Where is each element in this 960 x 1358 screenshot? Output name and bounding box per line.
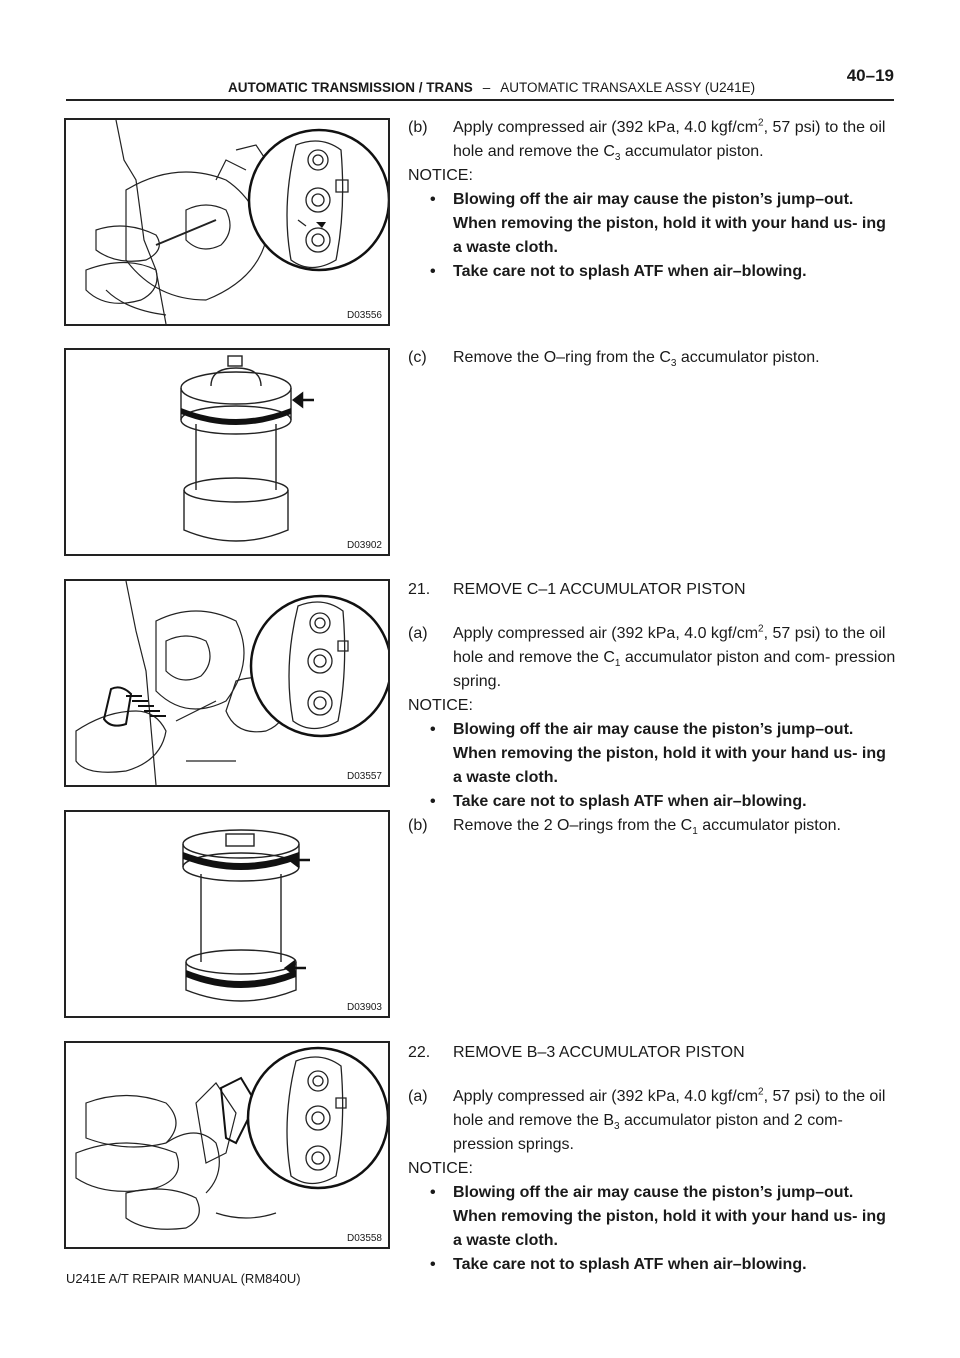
figure-c1-air-blow bbox=[64, 579, 390, 787]
header-separator: – bbox=[482, 80, 491, 95]
notice-bullet: • Take care not to splash ATF when air–blowing. bbox=[430, 263, 807, 280]
step-text: (b) Apply compressed air (392 kPa, 4.0 kgf/$cm^2$, 57 psi) to the oil hole and remove the $C_3$ accumulator piston. bbox=[408, 117, 886, 164]
page-header bbox=[0, 0, 960, 100]
section-number: 21. bbox=[408, 581, 431, 598]
step-a-b3-air bbox=[408, 1085, 896, 1277]
header-subsection: AUTOMATIC TRANSAXLE ASSY (U241E) bbox=[500, 80, 756, 95]
step-label: (b) bbox=[408, 119, 428, 136]
section-21 bbox=[408, 578, 896, 602]
c1-air-blow-illustration bbox=[66, 581, 388, 785]
c1-piston-illustration bbox=[66, 812, 388, 1016]
figure-c3-air-blow bbox=[64, 118, 390, 326]
notice-bullet: • Blowing off the air may cause the piston’s jump–out. When removing the piston, hold it with your hand us- ing a waste cloth. bbox=[430, 721, 886, 786]
notice-bullet: • Take care not to splash ATF when air–blowing. bbox=[430, 1256, 807, 1273]
step-text: (a) Apply compressed air (392 kPa, 4.0 kgf/$cm^2$, 57 psi) to the oil hole and remove the $C_1$ accumulator piston and com- pression spring. bbox=[408, 623, 896, 690]
figure-code: D03902 bbox=[346, 540, 382, 551]
c3-air-blow-illustration bbox=[66, 120, 388, 324]
figure-code: D03556 bbox=[346, 310, 382, 321]
step-b-c3-air bbox=[408, 116, 896, 284]
step-label: (c) bbox=[408, 349, 427, 366]
step-text: (c) Remove the O–ring from the $C_3$ accumulator piston. bbox=[408, 346, 896, 370]
step-a-c1-air bbox=[408, 622, 896, 838]
step-label: (a) bbox=[408, 1088, 428, 1105]
header-title bbox=[228, 80, 755, 95]
section-22 bbox=[408, 1041, 896, 1065]
c3-piston-illustration bbox=[66, 350, 388, 554]
figure-c1-piston-orings bbox=[64, 810, 390, 1018]
notice-bullet: • Blowing off the air may cause the piston’s jump–out. When removing the piston, hold it with your hand us- ing a waste cloth. bbox=[430, 1184, 886, 1249]
notice-bullet: • Blowing off the air may cause the piston’s jump–out. When removing the piston, hold it with your hand us- ing a waste cloth. bbox=[430, 191, 886, 256]
step-label: (a) bbox=[408, 625, 428, 642]
section-heading: 22. REMOVE B–3 ACCUMULATOR PISTON bbox=[408, 1041, 896, 1065]
notice-label: NOTICE: bbox=[408, 167, 473, 184]
figure-code: D03557 bbox=[346, 771, 382, 782]
figure-code: D03903 bbox=[346, 1002, 382, 1013]
figure-b3-air-blow bbox=[64, 1041, 390, 1249]
notice-label: NOTICE: bbox=[408, 1160, 473, 1177]
notice-label: NOTICE: bbox=[408, 697, 473, 714]
section-number: 22. bbox=[408, 1044, 431, 1061]
figure-code: D03558 bbox=[346, 1233, 382, 1244]
page-footer: U241E A/T REPAIR MANUAL (RM840U) bbox=[66, 1271, 301, 1286]
step-text: (a) Apply compressed air (392 kPa, 4.0 kgf/$cm^2$, 57 psi) to the oil hole and remove the $B_3$ accumulator piston and 2 com- pression springs. bbox=[408, 1086, 886, 1153]
notice-bullet: • Take care not to splash ATF when air–blowing. bbox=[430, 793, 807, 810]
step-label: (b) bbox=[408, 817, 428, 834]
step-c-remove-oring bbox=[408, 346, 896, 370]
header-section: AUTOMATIC TRANSMISSION / TRANS bbox=[228, 80, 473, 95]
header-rule bbox=[66, 99, 894, 101]
page-number: 40–19 bbox=[846, 66, 894, 85]
b3-air-blow-illustration bbox=[66, 1043, 388, 1247]
figure-c3-piston-oring bbox=[64, 348, 390, 556]
step-text: (b) Remove the 2 O–rings from the $C_1$ accumulator piston. bbox=[408, 814, 896, 838]
section-heading: 21. REMOVE C–1 ACCUMULATOR PISTON bbox=[408, 578, 896, 602]
